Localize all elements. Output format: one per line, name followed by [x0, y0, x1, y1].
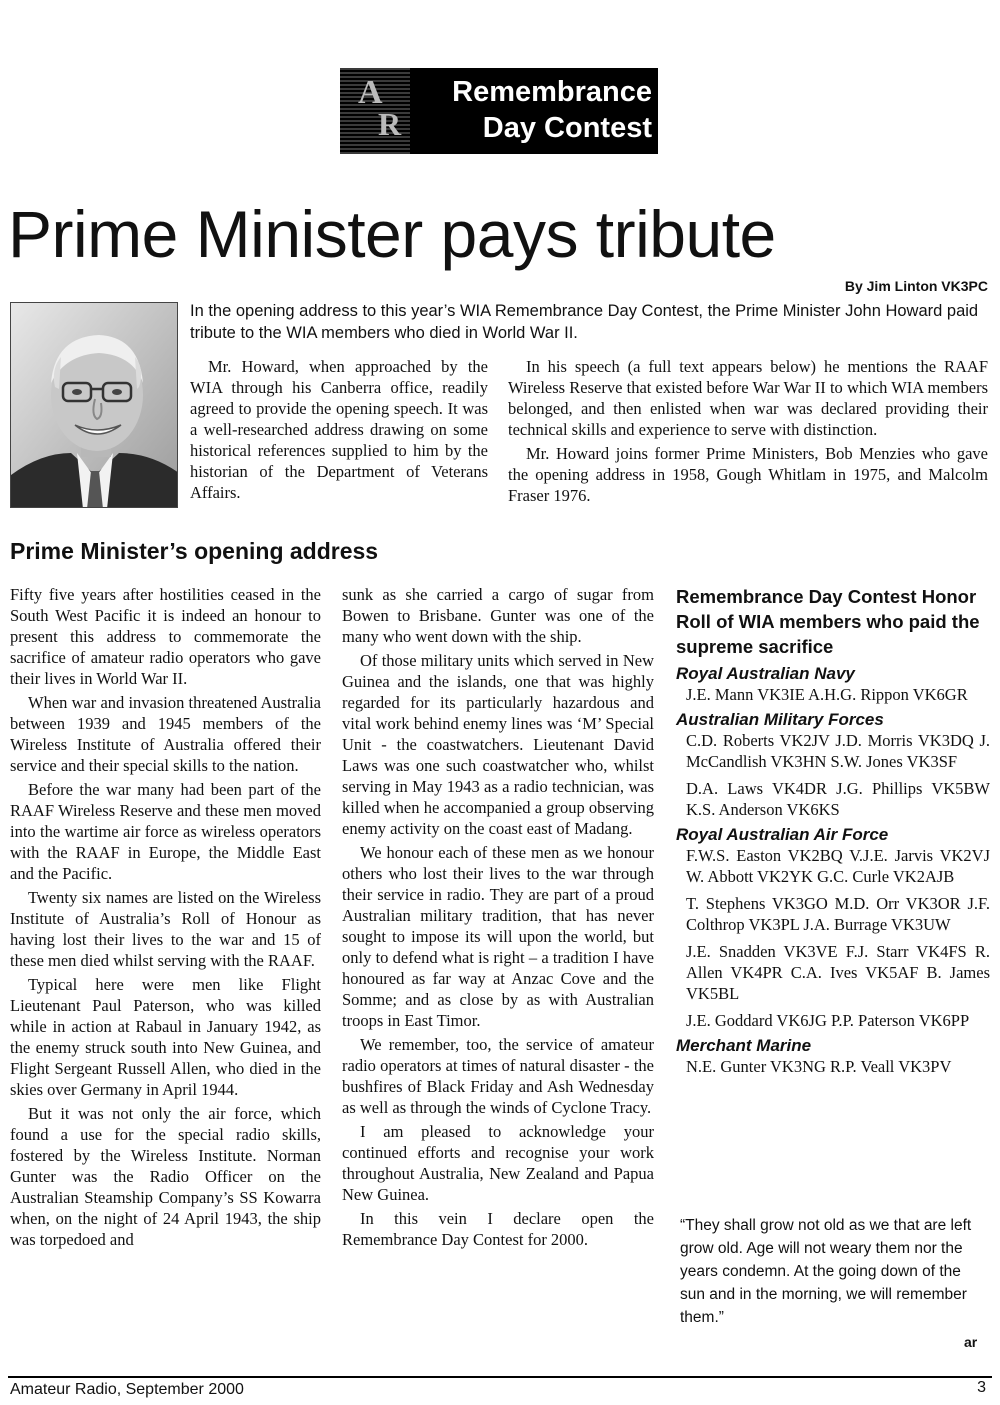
page-number: 3 [977, 1379, 986, 1396]
article-end-mark: ar [964, 1334, 978, 1350]
ar-logo-letter-a: A [358, 74, 383, 111]
article-headline: Prime Minister pays tribute [8, 197, 776, 271]
intro-column-left [190, 356, 488, 503]
paragraph: Mr. Howard, when approached by the WIA through his Canberra office, readily agreed to provide the opening speech. It was a well-researched address drawing on some historical references supplied to him by the historian of the Department of Veterans Affairs. [190, 357, 488, 502]
paragraph: Before the war many had been part of the RAAF Wireless Reserve and these men moved into the wartime air force as wireless operators with the RAAF in Europe, the Middle East and the Pacific. [10, 780, 321, 883]
banner-title-line1: Remembrance [452, 76, 652, 108]
paragraph: Fifty five years after hostilities ceased in the South West Pacific it is indeed an honour to present this address to commemorate the sacrifice of amateur radio operators who gave their lives in World War II. [10, 585, 321, 688]
honor-group-names: C.D. Roberts VK2JV J.D. Morris VK3DQ J. McCandlish VK3HN S.W. Jones VK3SF [686, 731, 990, 771]
honor-group-names: J.E. Goddard VK6JG P.P. Paterson VK6PP [686, 1011, 970, 1030]
address-column-1 [10, 584, 321, 1250]
address-column-2 [342, 584, 654, 1250]
paragraph: Mr. Howard joins former Prime Ministers, Bob Menzies who gave the opening address in 1958, Gough Whitlam in 1975, and Malcolm Fraser 1976. [508, 444, 988, 505]
paragraph: In this vein I declare open the Remembrance Day Contest for 2000. [342, 1209, 654, 1249]
paragraph: sunk as she carried a cargo of sugar from Bowen to Brisbane. Gunter was one of the many who went down with the ship. [342, 585, 654, 646]
portrait-photo [10, 302, 178, 508]
memorial-quote: “They shall grow not old as we that are left grow old. Age will not weary them nor the years condemn. At the going down of the sun and in the morning, we will remember them.” [680, 1217, 972, 1326]
honor-group-names: D.A. Laws VK4DR J.G. Phillips VK5BW K.S. Anderson VK6KS [686, 779, 990, 819]
honor-group-names: N.E. Gunter VK3NG R.P. Veall VK3PV [686, 1057, 952, 1076]
honor-group-names: J.E. Snadden VK3VE F.J. Starr VK4FS R. Allen VK4PR C.A. Ives VK5AF B. James VK5BL [686, 942, 990, 1003]
paragraph: Of those military units which served in New Guinea and the islands, one that was highly regarded for its particularly hazardous and vital work behind enemy lines was ‘M’ Special Unit - the coastwatchers. Lieutenant David Laws was one such coastwatcher who, whilst serving in May 1943 as a radio technician, was killed when he accompanied a group observing enemy activity on the coast east of Madang. [342, 651, 654, 838]
honor-group-names: F.W.S. Easton VK2BQ V.J.E. Jarvis VK2VJ W. Abbott VK2YK G.C. Curle VK2AJB [686, 846, 990, 886]
honor-group-names: T. Stephens VK3GO M.D. Orr VK3OR J.F. Colthrop VK3PL J.A. Burrage VK3UW [686, 894, 990, 934]
footer-divider [8, 1376, 992, 1378]
honor-group-names: J.E. Mann VK3IE A.H.G. Rippon VK6GR [686, 685, 968, 704]
honor-group-heading: Merchant Marine [676, 1036, 812, 1055]
footer-publication: Amateur Radio, September 2000 [10, 1381, 244, 1398]
paragraph: In his speech (a full text appears below) he mentions the RAAF Wireless Reserve that existed before War War II to which WIA members belonged, and then enlisted when war was declared providing their technical skills and experience to serve with distinction. [508, 357, 988, 439]
honor-group-heading: Australian Military Forces [676, 710, 884, 729]
byline: By Jim Linton VK3PC [844, 278, 988, 294]
section-banner [340, 68, 658, 154]
article-intro: In the opening address to this year’s WIA Remembrance Day Contest, the Prime Minister John Howard paid tribute to the WIA members who died in World War II. [190, 302, 979, 342]
honor-group-heading: Royal Australian Navy [676, 664, 855, 683]
honor-roll [676, 584, 990, 1077]
honor-group-heading: Royal Australian Air Force [676, 825, 889, 844]
section-heading: Prime Minister’s opening address [10, 538, 379, 564]
honor-roll-title: Remembrance Day Contest Honor Roll of WIA members who paid the supreme sacrifice [676, 586, 980, 657]
paragraph: When war and invasion threatened Australia between 1939 and 1945 members of the Wireless Institute of Australia offered their service and their special skills to the nation. [10, 693, 321, 775]
banner-title-line2: Day Contest [482, 112, 652, 144]
paragraph: We remember, too, the service of amateur radio operators at times of natural disaster - the bushfires of Black Friday and Ash Wednesday as well as through the winds of Cyclone Tracy. [342, 1035, 654, 1117]
paragraph: But it was not only the air force, which found a use for the special radio skills, fostered by the Wireless Institute. Norman Gunter was the Radio Officer on the Australian Steamship Company’s SS Kowarra when, on the night of 24 April 1943, the ship was torpedoed and [10, 1104, 321, 1249]
portrait-illustration [11, 303, 178, 508]
ar-logo-letter-r: R [378, 106, 402, 142]
paragraph: Twenty six names are listed on the Wireless Institute of Australia’s Roll of Honour as having lost their lives to the war and 15 of these men died whilst serving with the RAAF. [10, 888, 321, 970]
paragraph: We honour each of these men as we honour others who lost their lives to the war through their service in radio. They are part of a proud Australian military tradition, that has never sought to impose its will upon the world, but only to defend what is right – a tradition I have honoured as far way at Anzac Cove and the Somme; and as close by as with Australian troops in East Timor. [342, 843, 654, 1030]
intro-column-right [508, 356, 988, 506]
paragraph: Typical here were men like Flight Lieutenant Paul Paterson, who was killed while in action at Rabaul in January 1942, as the enemy struck south into New Guinea, and Flight Sergeant Russell Allen, who died in the skies over Germany in April 1944. [10, 975, 321, 1099]
paragraph: I am pleased to acknowledge your continued efforts and recognise your work throughout Australia, New Zealand and Papua New Guinea. [342, 1122, 654, 1204]
